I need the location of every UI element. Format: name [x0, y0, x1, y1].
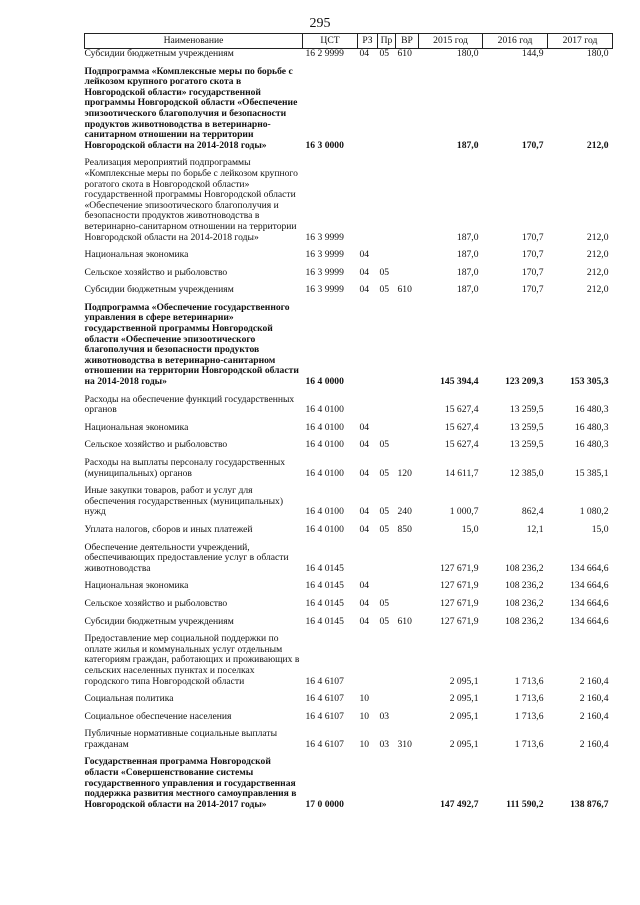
- header-pr: Пр: [378, 34, 396, 49]
- row-value-2015: 15,0: [461, 523, 479, 535]
- table-row: [85, 520, 613, 538]
- row-vr: [396, 752, 419, 812]
- row-value-2016: 12 385,0: [509, 467, 544, 479]
- row-name: Национальная экономика: [84, 249, 189, 261]
- row-value-2015: 147 492,7: [440, 798, 479, 810]
- row-value-2016: 12,1: [526, 523, 544, 535]
- row-value-2015: 2 095,1: [449, 710, 479, 722]
- row-value-2016: 170,7: [521, 266, 544, 278]
- row-value-2015: 1 000,7: [449, 506, 479, 518]
- row-vr: 610: [397, 615, 412, 627]
- row-rz: 04: [359, 615, 370, 627]
- row-value-2016: 13 259,5: [509, 439, 544, 451]
- row-name: Уплата налогов, сборов и иных платежей: [84, 523, 253, 535]
- row-value-2015: 187,0: [456, 284, 479, 296]
- row-vr: [396, 62, 419, 154]
- table-row: [85, 153, 613, 245]
- table-row: [85, 538, 613, 577]
- row-value-2016: 170,7: [521, 231, 544, 243]
- row-cst: 16 4 6107: [305, 738, 344, 750]
- row-rz: [358, 62, 378, 154]
- budget-table: [84, 33, 613, 812]
- row-value-2016: 1 713,6: [514, 710, 544, 722]
- row-rz: 10: [359, 693, 370, 705]
- row-rz: 04: [359, 597, 370, 609]
- row-vr: [396, 594, 419, 612]
- row-pr: 05: [379, 467, 390, 479]
- row-name: Публичные нормативные социальные выплаты гражданам: [84, 728, 278, 750]
- header-2015: 2015 год: [419, 34, 483, 49]
- row-value-2015: 187,0: [456, 231, 479, 243]
- header-2016: 2016 год: [483, 34, 548, 49]
- row-pr: [378, 390, 396, 418]
- row-vr: [396, 263, 419, 281]
- row-value-2017: 2 160,4: [579, 675, 609, 687]
- table-header-row: [85, 34, 613, 49]
- row-vr: [396, 245, 419, 263]
- table-row: [85, 594, 613, 612]
- row-name: Расходы на обеспечение функций государственных органов: [84, 393, 295, 416]
- table-row: [85, 481, 613, 520]
- table-body: [85, 49, 613, 813]
- row-pr: [378, 153, 396, 245]
- row-pr: 03: [379, 710, 390, 722]
- row-value-2015: 2 095,1: [449, 738, 479, 750]
- row-vr: [396, 418, 419, 436]
- row-cst: 16 4 0100: [305, 404, 344, 416]
- row-name: Обеспечение деятельности учреждений, обеспечивающих предоставление услуг в области животноводства: [84, 541, 289, 574]
- row-pr: 05: [379, 506, 390, 518]
- row-vr: 240: [397, 506, 412, 518]
- row-pr: [378, 62, 396, 154]
- row-pr: [378, 418, 396, 436]
- row-value-2017: 212,0: [586, 284, 609, 296]
- row-value-2017: 212,0: [586, 266, 609, 278]
- row-cst: 16 4 0100: [305, 421, 344, 433]
- row-rz: 10: [359, 738, 370, 750]
- row-name: Подпрограмма «Комплексные меры по борьбе с лейкозом крупного рогатого скота в Новгородской области» государственной программы Новгородской области «Обеспечение эпизоотического благополучия и безопасности продуктов животноводства в ветеринарно-санитарном отношении на территории Новгородской области на 2014-2018 годы»: [84, 65, 298, 151]
- row-name: Национальная экономика: [84, 580, 189, 592]
- row-vr: [396, 707, 419, 725]
- row-value-2015: 2 095,1: [449, 675, 479, 687]
- row-rz: 10: [359, 710, 370, 722]
- row-rz: 04: [359, 580, 370, 592]
- row-pr: 05: [379, 523, 390, 535]
- row-pr: [378, 576, 396, 594]
- row-name: Субсидии бюджетным учреждениям: [84, 615, 234, 627]
- row-vr: [396, 390, 419, 418]
- row-name: Иные закупки товаров, работ и услуг для обеспечения государственных (муниципальных) нужд: [84, 485, 284, 518]
- table-row: [85, 707, 613, 725]
- row-name: Национальная экономика: [84, 421, 189, 433]
- row-rz: [358, 538, 378, 577]
- row-value-2016: 108 236,2: [505, 562, 544, 574]
- row-value-2015: 15 627,4: [444, 421, 479, 433]
- row-value-2017: 138 876,7: [570, 798, 609, 810]
- row-value-2015: 14 611,7: [445, 467, 479, 479]
- row-value-2016: 170,7: [521, 249, 544, 261]
- table-row: [85, 49, 613, 62]
- row-rz: [358, 153, 378, 245]
- table-row: [85, 62, 613, 154]
- row-value-2016: 111 590,2: [506, 798, 544, 810]
- table-row: [85, 390, 613, 418]
- row-cst: 16 3 9999: [305, 231, 344, 243]
- row-cst: 16 4 0100: [305, 439, 344, 451]
- row-name: Социальное обеспечение населения: [84, 710, 232, 722]
- header-vr: ВР: [396, 34, 419, 49]
- row-vr: 610: [397, 48, 412, 59]
- row-cst: 16 4 6107: [305, 675, 344, 687]
- row-rz: 04: [359, 467, 370, 479]
- row-cst: 16 4 6107: [305, 710, 344, 722]
- row-value-2015: 15 627,4: [444, 439, 479, 451]
- header-2017: 2017 год: [548, 34, 613, 49]
- row-value-2017: 180,0: [586, 48, 609, 59]
- row-value-2015: 187,0: [456, 249, 479, 261]
- row-cst: 16 4 0100: [305, 523, 344, 535]
- row-cst: 16 4 6107: [305, 693, 344, 705]
- row-rz: [358, 629, 378, 689]
- row-pr: 05: [379, 266, 390, 278]
- row-value-2017: 15,0: [591, 523, 609, 535]
- table-row: [85, 298, 613, 390]
- row-value-2017: 16 480,3: [574, 404, 609, 416]
- row-vr: [396, 153, 419, 245]
- row-value-2016: 123 209,3: [505, 376, 544, 388]
- row-value-2015: 127 671,9: [440, 597, 479, 609]
- row-value-2017: 16 480,3: [574, 439, 609, 451]
- row-name: Расходы на выплаты персоналу государственных (муниципальных) органов: [84, 457, 286, 479]
- row-cst: 16 3 0000: [305, 139, 344, 151]
- table-row: [85, 263, 613, 281]
- row-name: Сельское хозяйство и рыболовство: [84, 439, 228, 451]
- row-pr: [378, 298, 396, 390]
- row-vr: [396, 298, 419, 390]
- row-rz: 04: [359, 439, 370, 451]
- row-vr: [396, 435, 419, 453]
- table-row: [85, 245, 613, 263]
- table-row: [85, 724, 613, 752]
- row-rz: [358, 752, 378, 812]
- row-vr: 610: [397, 284, 412, 296]
- row-rz: 04: [359, 421, 370, 433]
- row-name: Государственная программа Новгородской области «Совершенствование системы государственного управления и государственная поддержка развития местного самоуправления в Новгородской области на 2014-2017 годы»: [84, 756, 297, 810]
- row-value-2017: 153 305,3: [570, 376, 609, 388]
- row-name: Социальная политика: [84, 693, 174, 705]
- row-pr: [378, 752, 396, 812]
- row-value-2016: 1 713,6: [514, 675, 544, 687]
- row-value-2015: 187,0: [456, 266, 479, 278]
- row-pr: 05: [379, 615, 390, 627]
- row-vr: 120: [397, 467, 412, 479]
- table-row: [85, 435, 613, 453]
- row-value-2016: 1 713,6: [514, 738, 544, 750]
- row-value-2017: 212,0: [586, 249, 609, 261]
- row-value-2017: 2 160,4: [579, 738, 609, 750]
- row-name: Субсидии бюджетным учреждениям: [84, 48, 234, 59]
- row-name: Сельское хозяйство и рыболовство: [84, 266, 228, 278]
- row-value-2017: 212,0: [586, 231, 609, 243]
- row-value-2016: 170,7: [521, 139, 544, 151]
- table-row: [85, 418, 613, 436]
- row-value-2017: 212,0: [586, 139, 609, 151]
- row-value-2016: 108 236,2: [505, 615, 544, 627]
- row-name: Реализация мероприятий подпрограммы «Комплексные меры по борьбе с лейкозом крупного рогатого скота в Новгородской области» государственной программы Новгородской области «Обеспечение эпизоотического благополучия и безопасности продуктов животноводства в ветеринарно-санитарном отношении на территории Новгородской области на 2014-2018 годы»: [84, 157, 298, 243]
- row-pr: [378, 689, 396, 707]
- row-value-2016: 170,7: [521, 284, 544, 296]
- row-value-2017: 134 664,6: [570, 615, 609, 627]
- row-cst: 16 4 0100: [305, 506, 344, 518]
- row-vr: [396, 576, 419, 594]
- row-value-2015: 180,0: [456, 48, 479, 59]
- row-rz: 04: [359, 506, 370, 518]
- row-value-2016: 144,9: [521, 48, 544, 59]
- row-rz: 04: [359, 249, 370, 261]
- row-value-2015: 145 394,4: [440, 376, 479, 388]
- row-name: Сельское хозяйство и рыболовство: [84, 597, 228, 609]
- row-rz: 04: [359, 266, 370, 278]
- row-value-2015: 127 671,9: [440, 615, 479, 627]
- row-name: Субсидии бюджетным учреждениям: [84, 284, 234, 296]
- row-cst: 17 0 0000: [305, 798, 344, 810]
- row-vr: [396, 629, 419, 689]
- row-value-2015: 127 671,9: [440, 562, 479, 574]
- row-rz: 04: [359, 48, 370, 59]
- row-cst: 16 4 0145: [305, 580, 344, 592]
- row-cst: 16 2 9999: [305, 48, 344, 59]
- row-rz: [358, 390, 378, 418]
- row-value-2016: 108 236,2: [505, 597, 544, 609]
- row-vr: [396, 689, 419, 707]
- table-row: [85, 612, 613, 630]
- row-pr: 05: [379, 48, 390, 59]
- row-value-2015: 127 671,9: [440, 580, 479, 592]
- row-vr: [396, 538, 419, 577]
- row-cst: 16 4 0000: [305, 376, 344, 388]
- row-value-2017: 134 664,6: [570, 562, 609, 574]
- row-rz: [358, 298, 378, 390]
- row-value-2017: 1 080,2: [579, 506, 609, 518]
- row-cst: 16 3 9999: [305, 249, 344, 261]
- row-value-2015: 2 095,1: [449, 693, 479, 705]
- row-cst: 16 4 0145: [305, 597, 344, 609]
- row-value-2016: 1 713,6: [514, 693, 544, 705]
- table-row: [85, 453, 613, 481]
- row-value-2015: 187,0: [456, 139, 479, 151]
- header-cst: ЦСТ: [303, 34, 358, 49]
- table-row: [85, 280, 613, 298]
- row-name: Подпрограмма «Обеспечение государственного управления в сфере ветеринарии» государственной программы Новгородской области «Обеспечение эпизоотического благополучия и безопасности продуктов животноводства в ветеринарно-санитарном отношении на территории Новгородской области на 2014-2018 годы»: [84, 301, 299, 388]
- row-vr: 310: [397, 738, 412, 750]
- page-number: 295: [309, 16, 331, 31]
- row-rz: 04: [359, 284, 370, 296]
- table-row: [85, 629, 613, 689]
- row-value-2017: 2 160,4: [579, 710, 609, 722]
- row-cst: 16 4 0100: [305, 467, 344, 479]
- row-value-2017: 16 480,3: [574, 421, 609, 433]
- row-pr: 03: [379, 738, 390, 750]
- row-value-2016: 862,4: [521, 506, 544, 518]
- row-cst: 16 4 0145: [305, 615, 344, 627]
- row-cst: 16 4 0145: [305, 562, 344, 574]
- row-rz: 04: [359, 523, 370, 535]
- table-row: [85, 576, 613, 594]
- row-pr: 05: [379, 284, 390, 296]
- table-row: [85, 752, 613, 812]
- row-value-2017: 15 385,1: [574, 467, 609, 479]
- row-value-2015: 15 627,4: [444, 404, 479, 416]
- header-name: Наименование: [85, 34, 303, 49]
- header-rz: РЗ: [358, 34, 378, 49]
- row-pr: [378, 245, 396, 263]
- row-pr: 05: [379, 597, 390, 609]
- row-value-2017: 2 160,4: [579, 693, 609, 705]
- row-pr: 05: [379, 439, 390, 451]
- row-value-2016: 13 259,5: [509, 421, 544, 433]
- row-value-2017: 134 664,6: [570, 580, 609, 592]
- table-row: [85, 689, 613, 707]
- row-value-2016: 108 236,2: [505, 580, 544, 592]
- row-vr: 850: [397, 523, 412, 535]
- row-value-2017: 134 664,6: [570, 597, 609, 609]
- row-cst: 16 3 9999: [305, 266, 344, 278]
- row-value-2016: 13 259,5: [509, 404, 544, 416]
- row-pr: [378, 629, 396, 689]
- row-cst: 16 3 9999: [305, 284, 344, 296]
- row-pr: [378, 538, 396, 577]
- row-name: Предоставление мер социальной поддержки по оплате жилья и коммунальных услуг отдельным категориям граждан, работающих и проживающих в сельских населенных пунктах и поселках городского типа Новгородской области: [84, 633, 300, 687]
